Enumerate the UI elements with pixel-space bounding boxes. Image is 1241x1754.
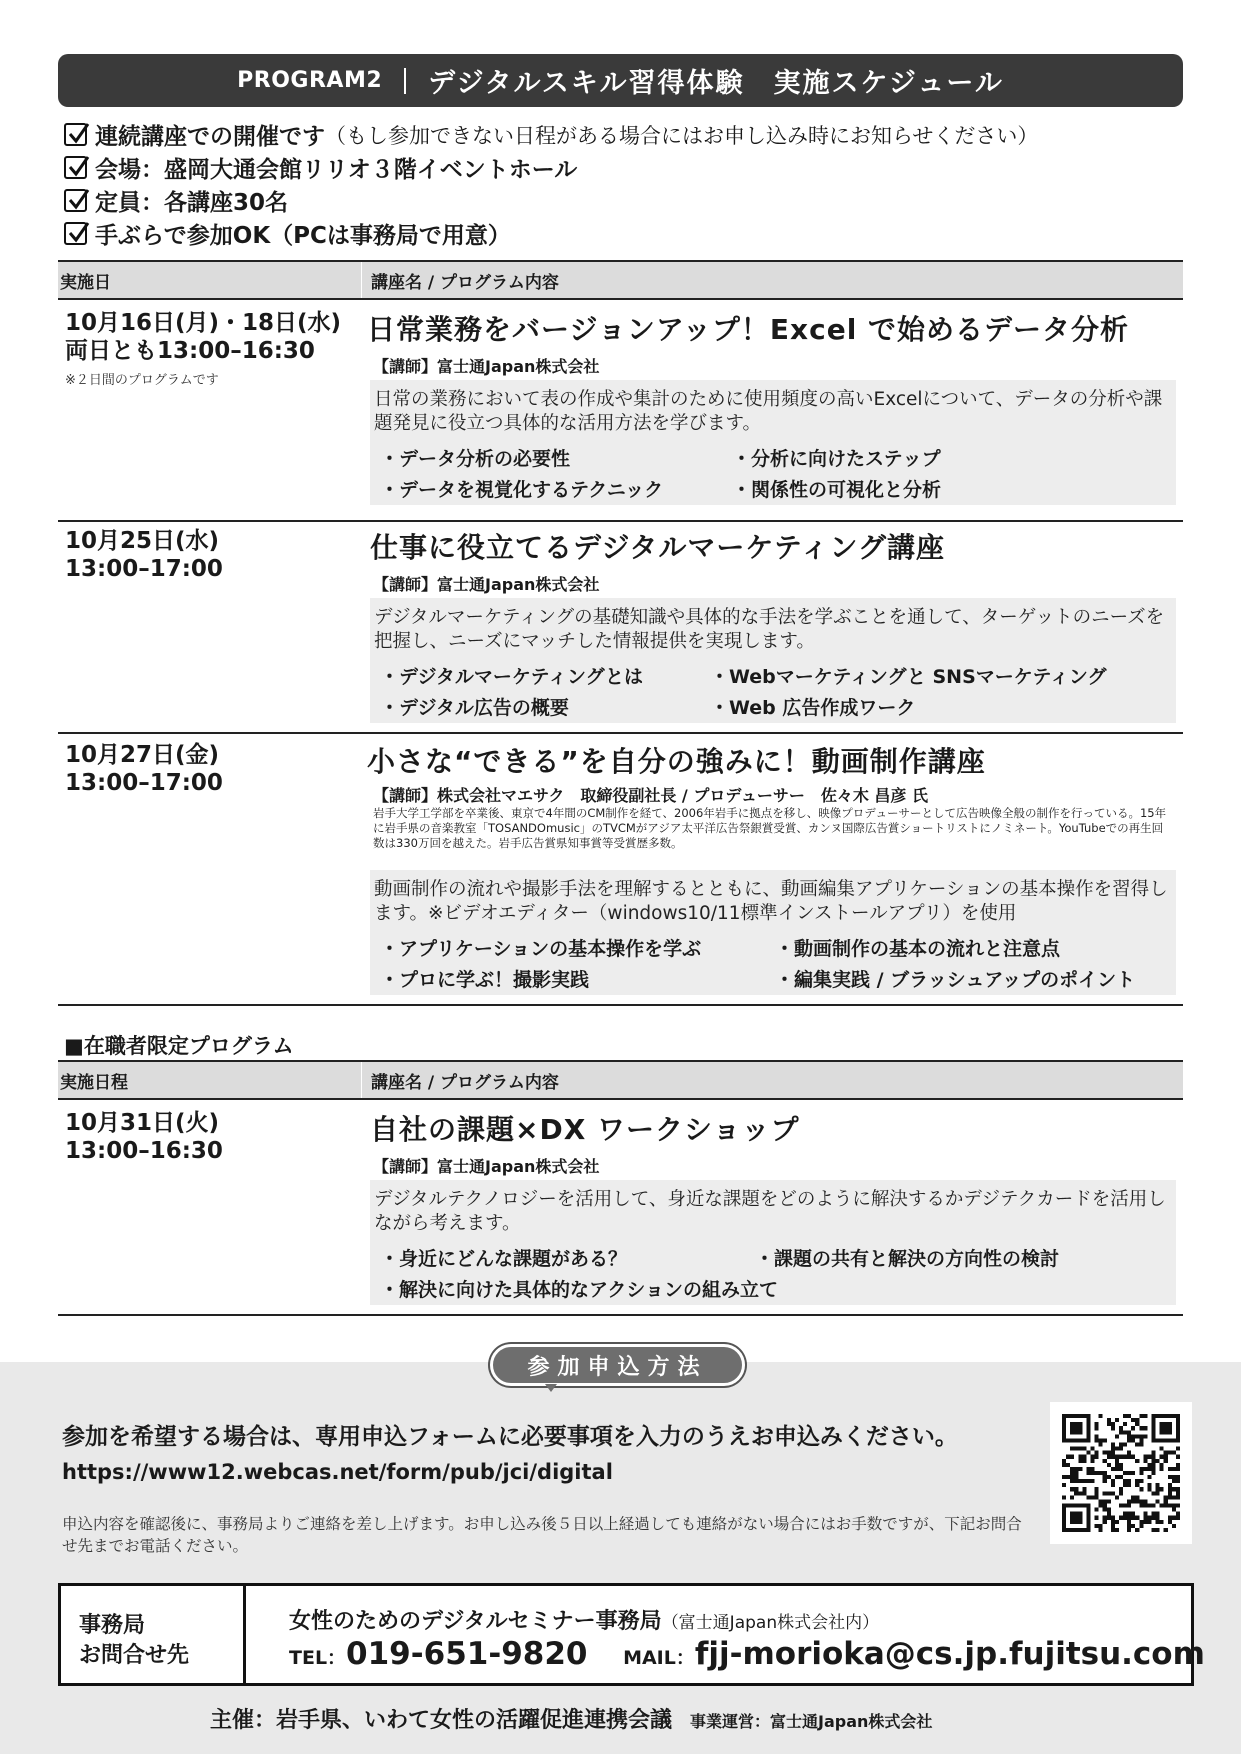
checklist-text: 連続講座での開催です xyxy=(95,124,325,150)
course-description: デジタルテクノロジーを活用して、身近な課題をどのように解決するかデジテクカードを活用しながら考えます。 xyxy=(374,1189,1166,1234)
lecturer-bio: 岩手大学工学部を卒業後、東京で4年間のCM制作を経て、2006年岩手に拠点を移し、映像プロデューサーとして広告映像全般の制作を行っている。15年に岩手県の音楽教室「TOSANDOmusic」のTVCMがアジア太平洋広告祭銀賞受賞、カンヌ国際広告賞ショートリストにノミネート。YouTubeでの再生回数は330万回を越えた。岩手広告賞県知事賞等受賞歴多数。 xyxy=(373,806,1167,850)
header-divider xyxy=(361,262,362,298)
qr-code-icon xyxy=(1062,1414,1180,1532)
organization-name: 女性のためのデジタルセミナー事務局 xyxy=(289,1609,662,1634)
course-topic: ・Web 広告作成ワーク xyxy=(710,697,916,719)
badge-tail xyxy=(545,1384,557,1392)
row-divider xyxy=(58,1314,1183,1316)
tel-number[interactable]: 019-651-9820 xyxy=(346,1636,588,1672)
contact-heading-line: お問合せ先 xyxy=(79,1643,190,1668)
course-topic: ・身近にどんな課題がある？ xyxy=(380,1248,628,1270)
course-topic: ・データを視覚化するテクニック xyxy=(380,479,664,501)
course-topic: ・編集実践 / ブラッシュアップのポイント xyxy=(775,969,1136,991)
mail-label: MAIL： xyxy=(623,1647,695,1669)
course-date xyxy=(65,527,223,583)
course-topic: ・データ分析の必要性 xyxy=(380,448,571,470)
section-label: ■在職者限定プログラム xyxy=(64,1034,294,1058)
apply-instructions: 参加を希望する場合は、専用申込フォームに必要事項を入力のうえお申込みください。 xyxy=(62,1424,958,1450)
program-label: PROGRAM2 xyxy=(237,68,383,93)
time-line: 13:00–16:30 xyxy=(65,1138,223,1164)
course-date xyxy=(65,309,341,365)
checklist-item xyxy=(64,151,1038,184)
program-header xyxy=(58,54,1183,107)
course-topic: ・分析に向けたステップ xyxy=(732,448,941,470)
time-line: 13:00–17:00 xyxy=(65,556,223,582)
course-topic: ・関係性の可視化と分析 xyxy=(732,479,942,501)
course-lecturer: 【講師】富士通Japan株式会社 xyxy=(373,357,600,376)
contact-details xyxy=(289,1636,1205,1672)
column-header-date: 実施日程 xyxy=(60,1072,128,1093)
checklist-note: （もし参加できない日程がある場合にはお申し込み時にお知らせください） xyxy=(325,123,1039,148)
course-date xyxy=(65,1109,223,1165)
column-header-course: 講座名 / プログラム内容 xyxy=(371,272,559,293)
tel-label: TEL： xyxy=(289,1647,347,1669)
course-title: 小さな“できる”を自分の強みに！動画制作講座 xyxy=(367,745,986,778)
checklist-text: 定員：各講座30名 xyxy=(95,190,289,216)
checkbox-icon xyxy=(64,222,87,245)
course-description: 日常の業務において表の作成や集計のために使用頻度の高いExcelについて、データの分析や課題発見に役立つ具体的な活用方法を学びます。 xyxy=(374,389,1163,434)
course-description-box xyxy=(370,1180,1176,1305)
course-topic: ・Webマーケティングと SNSマーケティング xyxy=(710,666,1107,688)
checklist-text: 手ぶらで参加OK（PCは事務局で用意） xyxy=(95,223,511,249)
program-title: デジタルスキル習得体験 実施スケジュール xyxy=(428,68,1004,99)
course-lecturer: 【講師】株式会社マエサク 取締役副社長 / プロデューサー 佐々木 昌彦 氏 xyxy=(373,786,929,805)
apply-badge: 参加申込方法 xyxy=(490,1344,745,1386)
mail-address[interactable]: fjj-morioka@cs.jp.fujitsu.com xyxy=(694,1636,1205,1672)
course-topic: ・プロに学ぶ！撮影実践 xyxy=(380,969,590,991)
course-topic: ・課題の共有と解決の方向性の検討 xyxy=(755,1248,1060,1270)
course-description: デジタルマーケティングの基礎知識や具体的な手法を学ぶことを通して、ターゲットのニーズを把握し、ニーズにマッチした情報提供を実現します。 xyxy=(374,607,1165,652)
schedule-table-header xyxy=(58,1060,1183,1100)
checkbox-icon xyxy=(64,156,87,179)
footer xyxy=(210,1703,932,1734)
course-lecturer: 【講師】富士通Japan株式会社 xyxy=(373,575,600,594)
date-line: 10月31日(火) xyxy=(65,1110,220,1136)
date-line: 10月27日(金) xyxy=(65,742,220,768)
contact-heading xyxy=(61,1586,246,1683)
course-lecturer: 【講師】富士通Japan株式会社 xyxy=(373,1157,600,1176)
course-topic: ・アプリケーションの基本操作を学ぶ xyxy=(380,938,702,960)
row-divider xyxy=(58,520,1183,522)
checklist-item xyxy=(64,118,1038,151)
checkbox-icon xyxy=(64,123,87,146)
operator-text: 事業運営：富士通Japan株式会社 xyxy=(690,1712,933,1731)
course-description: 動画制作の流れや撮影手法を理解するとともに、動画編集アプリケーションの基本操作を習得します。※ビデオエディター（windows10/11標準インストールアプリ）を使用 xyxy=(374,879,1168,924)
course-topic: ・デジタル広告の概要 xyxy=(380,697,569,719)
course-title: 自社の課題×DX ワークショップ xyxy=(370,1113,800,1146)
checklist-text: 会場：盛岡大通会館リリオ３階イベントホール xyxy=(95,157,578,183)
date-line: 10月25日(水) xyxy=(65,528,220,554)
header-divider xyxy=(361,1062,362,1098)
course-description-box xyxy=(370,870,1176,995)
contact-box xyxy=(58,1583,1205,1686)
date-line: 10月16日(月)・18日(水) xyxy=(65,310,342,336)
column-header-course: 講座名 / プログラム内容 xyxy=(371,1072,559,1093)
checklist-item xyxy=(64,184,1038,217)
column-header-date: 実施日 xyxy=(60,272,111,293)
row-divider xyxy=(58,1004,1183,1006)
checkbox-icon xyxy=(64,189,87,212)
course-topic: ・動画制作の基本の流れと注意点 xyxy=(775,938,1061,960)
qr-code[interactable] xyxy=(1050,1402,1192,1544)
contact-organization xyxy=(289,1604,879,1635)
host-text: 主催：岩手県、いわて女性の活躍促進連携会議 xyxy=(210,1708,673,1733)
apply-note: 申込内容を確認後に、事務局よりご連絡を差し上げます。お申し込み後５日以上経過しても連絡がない場合にはお手数ですが、下記お問合せ先までお電話ください。 xyxy=(62,1515,1022,1555)
course-description-box xyxy=(370,598,1176,723)
course-description-box xyxy=(370,380,1176,505)
time-line: 両日とも13:00–16:30 xyxy=(65,338,315,364)
course-title: 仕事に役立てるデジタルマーケティング講座 xyxy=(370,531,945,564)
schedule-table-header xyxy=(58,260,1183,300)
course-topic: ・解決に向けた具体的なアクションの組み立て xyxy=(380,1279,779,1301)
course-date xyxy=(65,741,223,797)
row-divider xyxy=(58,732,1183,734)
apply-form-link[interactable]: https://www12.webcas.net/form/pub/jci/digital xyxy=(62,1460,613,1484)
date-note: ※２日間のプログラムです xyxy=(65,373,219,388)
checklist-item xyxy=(64,217,1038,250)
time-line: 13:00–17:00 xyxy=(65,770,223,796)
contact-heading-line: 事務局 xyxy=(79,1613,146,1638)
course-topic: ・デジタルマーケティングとは xyxy=(380,666,643,688)
organization-sub: （富士通Japan株式会社内） xyxy=(661,1613,880,1633)
checklist xyxy=(64,118,1038,250)
header-divider xyxy=(404,68,406,94)
course-title: 日常業務をバージョンアップ！Excel で始めるデータ分析 xyxy=(367,313,1130,346)
